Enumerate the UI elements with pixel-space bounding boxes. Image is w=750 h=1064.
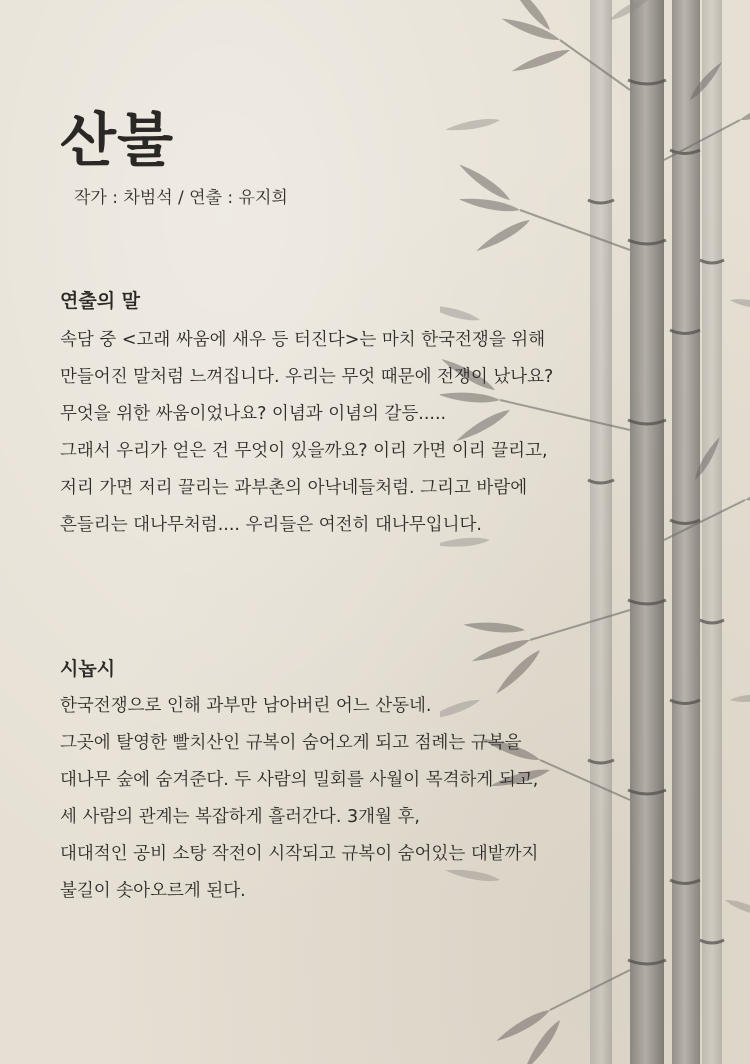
- director-note-line: 저리 가면 저리 끌리는 과부촌의 아낙네들처럼. 그리고 바람에: [60, 478, 528, 498]
- synopsis-line: 대나무 숲에 숨겨준다. 두 사람의 밀회를 사월이 목격하게 되고,: [60, 770, 539, 790]
- credits-line: 작가 : 차범석 / 연출 : 유지희: [74, 188, 288, 208]
- synopsis-line: 대대적인 공비 소탕 작전이 시작되고 규복이 숨어있는 대밭까지: [60, 844, 539, 864]
- page-title: 산불: [60, 106, 175, 174]
- director-note-line: 속담 중 <고래 싸움에 새우 등 터진다>는 마치 한국전쟁을 위해: [60, 330, 546, 350]
- director-note-line: 무엇을 위한 싸움이었나요? 이념과 이념의 갈등.....: [60, 404, 447, 424]
- director-note-line: 그래서 우리가 얻은 건 무엇이 있을까요? 이리 가면 이리 끌리고,: [60, 441, 548, 461]
- director-note-line: 만들어진 말처럼 느껴집니다. 우리는 무엇 때문에 전쟁이 났나요?: [60, 367, 554, 387]
- synopsis-line: 그곳에 탈영한 빨치산인 규복이 숨어오게 되고 점례는 규복을: [60, 733, 522, 753]
- director-note-heading: 연출의 말: [60, 290, 141, 312]
- synopsis-line: 불길이 솟아오르게 된다.: [60, 881, 246, 901]
- synopsis-line: 세 사람의 관계는 복잡하게 흘러간다. 3개월 후,: [60, 807, 420, 827]
- synopsis-line: 한국전쟁으로 인해 과부만 남아버린 어느 산동네.: [60, 696, 432, 716]
- synopsis-body: [60, 688, 538, 910]
- synopsis-heading: 시놉시: [60, 658, 116, 680]
- director-note-line: 흔들리는 대나무처럼.... 우리들은 여전히 대나무입니다.: [60, 515, 482, 535]
- director-note-body: [60, 322, 553, 544]
